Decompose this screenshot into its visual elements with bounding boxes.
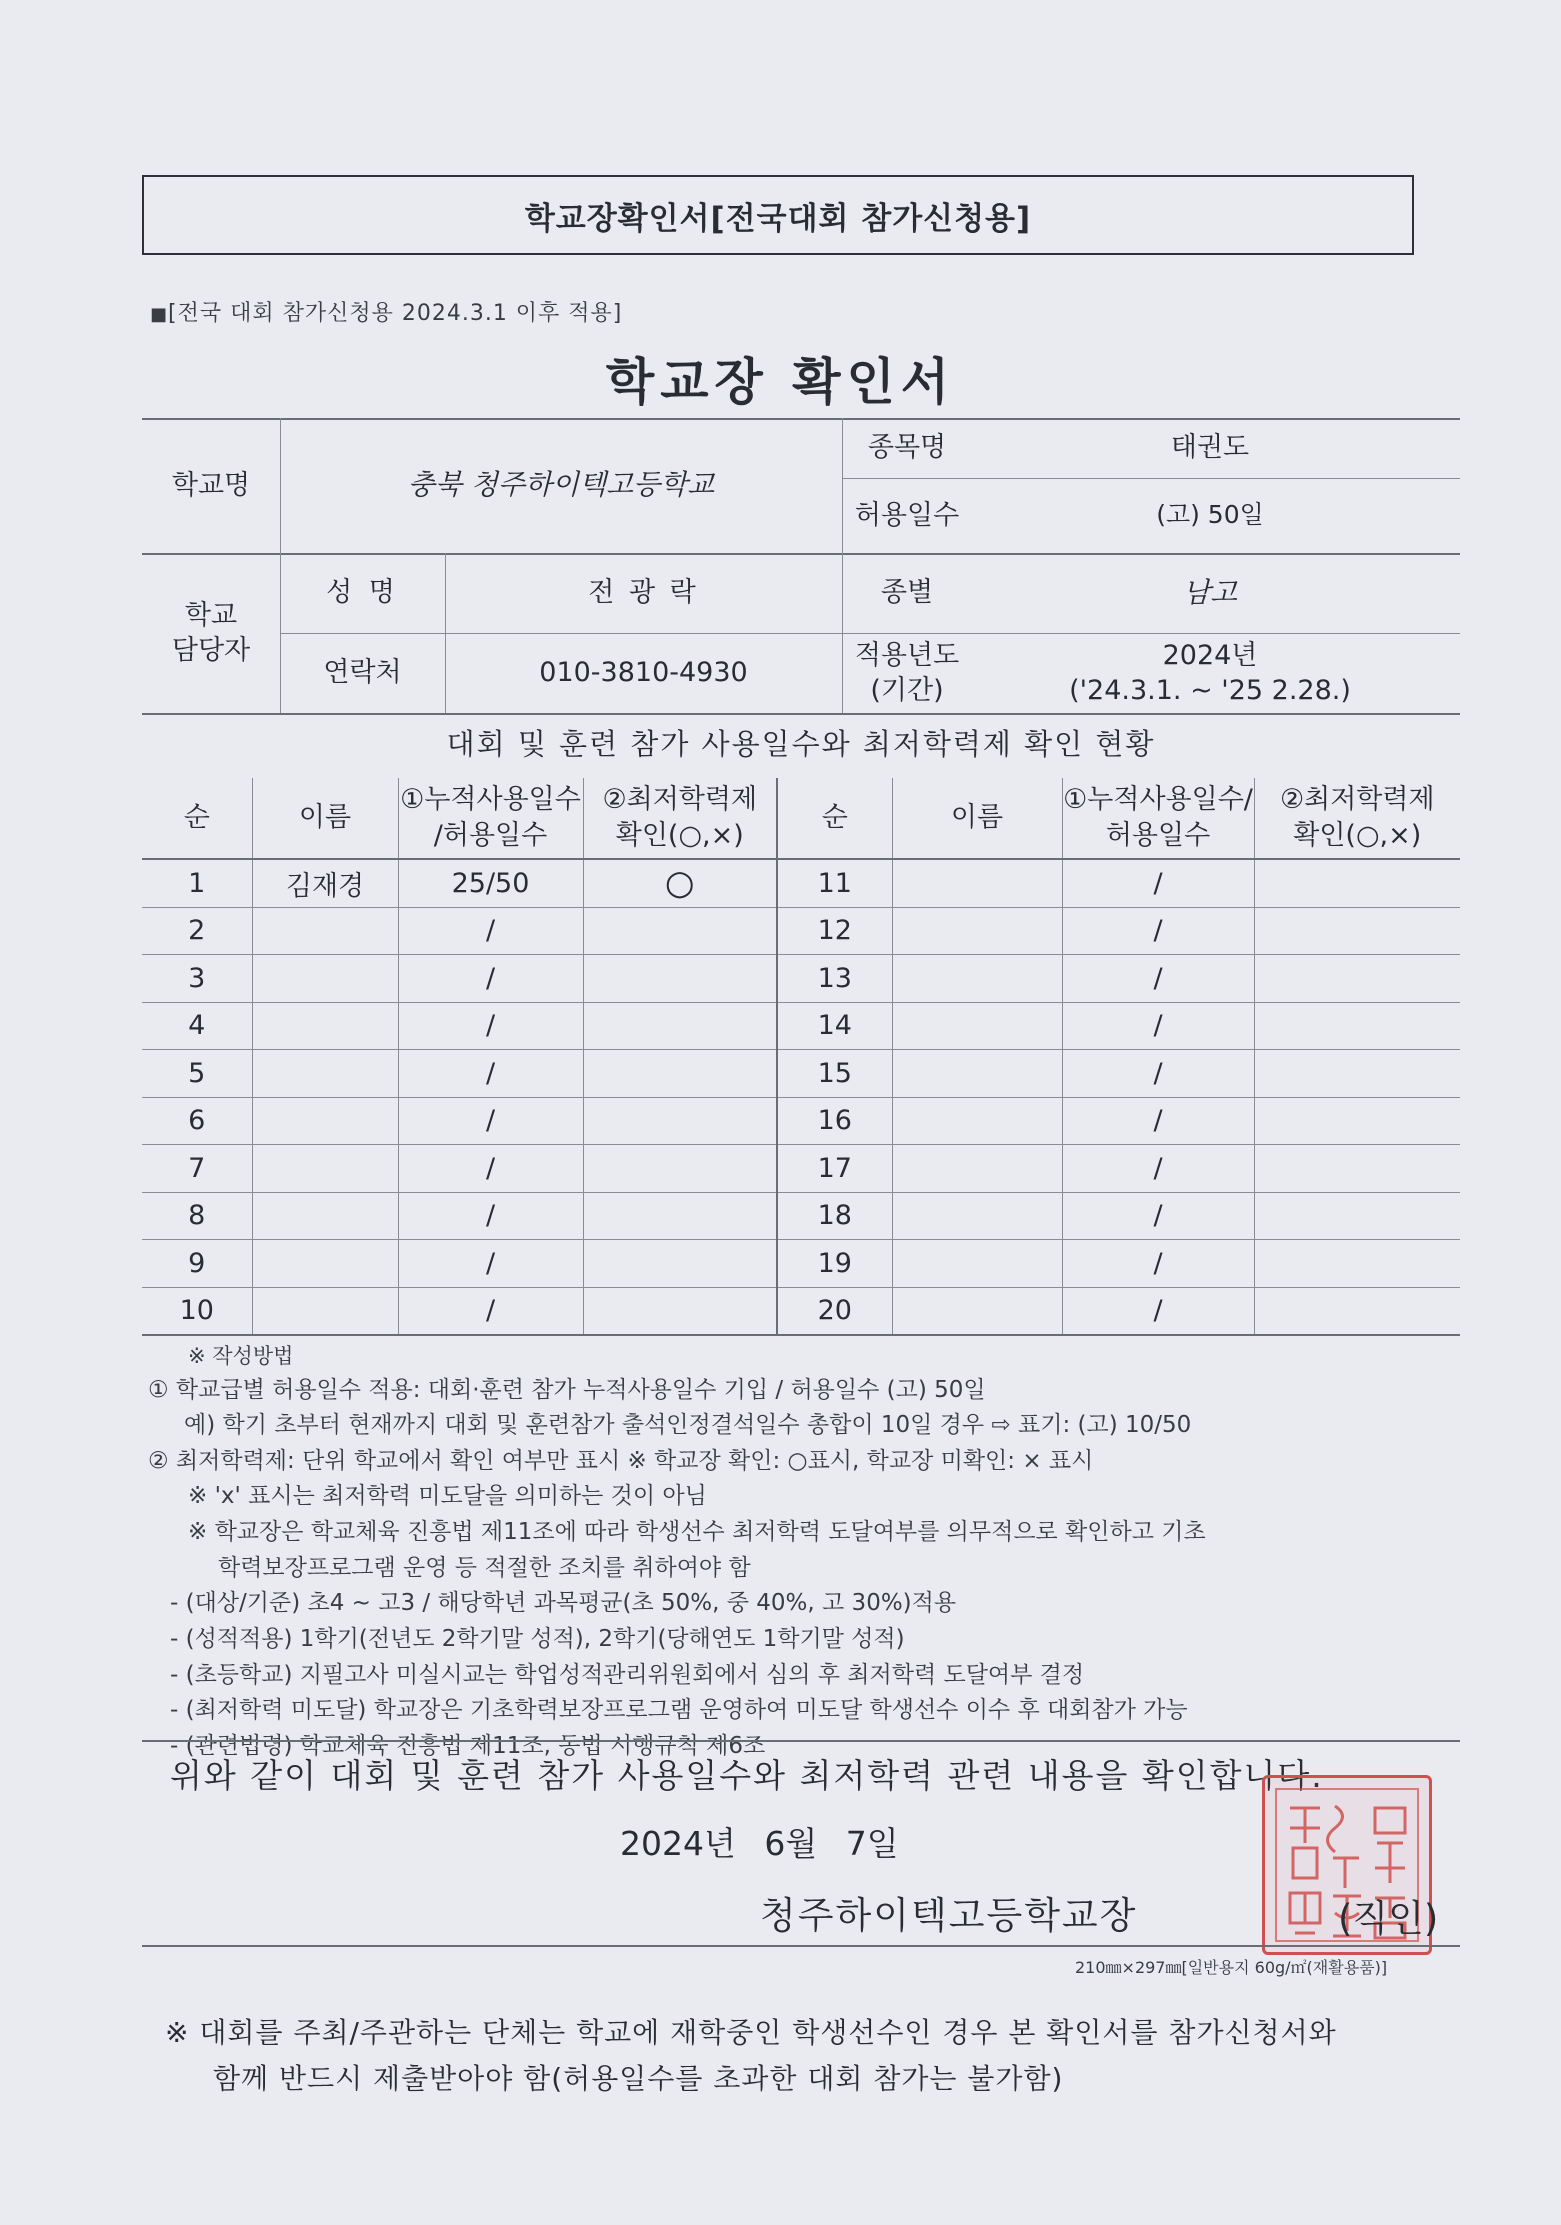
row-name xyxy=(252,1050,398,1098)
table-row xyxy=(142,1145,1460,1193)
instruction-item: - (관련법령) 학교체육 진흥법 제11조, 동법 시행규칙 제6조 xyxy=(170,1732,766,1759)
table-row xyxy=(142,1050,1460,1098)
row-check xyxy=(583,1145,777,1193)
col-header-check-2-line1: ②최저학력제 xyxy=(1279,783,1435,815)
col-header-name: 이름 xyxy=(252,778,398,859)
row-name xyxy=(252,1287,398,1335)
col-header-no-2: 순 xyxy=(777,778,892,859)
row-no-2: 20 xyxy=(777,1287,892,1335)
paper-spec: 210㎜×297㎜[일반용지 60g/㎡(재활용품)] xyxy=(1075,1958,1388,1977)
instruction-item: - (초등학교) 지필고사 미실시교는 학업성적관리위원회에서 심의 후 최저학력 도달여부 결정 xyxy=(170,1661,1085,1688)
row-days-2: / xyxy=(1062,907,1254,955)
row-no: 10 xyxy=(142,1287,252,1335)
row-check xyxy=(583,1002,777,1050)
col-header-days-2-line1: ①누적사용일수/ xyxy=(1063,783,1253,815)
row-days-2: / xyxy=(1062,1287,1254,1335)
instruction-item: ※ 'x' 표시는 최저학력 미도달을 의미하는 것이 아님 xyxy=(188,1483,707,1510)
event-value: 태권도 xyxy=(1170,432,1250,464)
row-check xyxy=(583,955,777,1003)
instruction-item: ② 최저학력제: 단위 학교에서 확인 여부만 표시 ※ 학교장 확인: ○표시, 학교장 미확인: × 표시 xyxy=(148,1447,1094,1474)
type-label: 종별 xyxy=(880,577,934,609)
row-no-2: 18 xyxy=(777,1192,892,1240)
table-row xyxy=(142,907,1460,955)
row-days-2: / xyxy=(1062,1002,1254,1050)
row-name: 김재경 xyxy=(252,859,398,907)
row-name-2 xyxy=(892,1240,1062,1288)
name-label: 성 명 xyxy=(326,577,399,609)
year-label-line2: (기간) xyxy=(870,675,944,706)
row-days: / xyxy=(398,1002,583,1050)
row-check-2 xyxy=(1254,1240,1460,1288)
row-days: / xyxy=(398,1145,583,1193)
row-check-2 xyxy=(1254,955,1460,1003)
info-bottom-border xyxy=(142,713,1460,715)
instructions xyxy=(148,1340,1468,1765)
table-row xyxy=(142,1002,1460,1050)
row-check-2 xyxy=(1254,859,1460,907)
table-row xyxy=(142,1097,1460,1145)
table-header-row xyxy=(142,778,1460,859)
manager-label xyxy=(142,553,280,713)
table-row xyxy=(142,1192,1460,1240)
row-name-2 xyxy=(892,1287,1062,1335)
row-check-2 xyxy=(1254,907,1460,955)
row-days: / xyxy=(398,907,583,955)
row-days-2: / xyxy=(1062,955,1254,1003)
instruction-item: - (대상/기준) 초4 ~ 고3 / 해당학년 과목평균(초 50%, 중 40%, 고 30%)적용 xyxy=(170,1590,957,1617)
row-check xyxy=(583,1287,777,1335)
row-no: 8 xyxy=(142,1192,252,1240)
applicability-text: [전국 대회 참가신청용 2024.3.1 이후 적용] xyxy=(168,301,623,326)
row-no-2: 13 xyxy=(777,955,892,1003)
row-check: ○ xyxy=(583,859,777,907)
row-no: 6 xyxy=(142,1097,252,1145)
row-no-2: 15 xyxy=(777,1050,892,1098)
row-check xyxy=(583,1240,777,1288)
col-header-check-2-line2: 확인(○,×) xyxy=(1293,820,1422,851)
school-name: 충북 청주하이텍고등학교 xyxy=(407,468,715,502)
row-name xyxy=(252,1240,398,1288)
row-name-2 xyxy=(892,859,1062,907)
event-label: 종목명 xyxy=(867,432,947,464)
contact-label: 연락처 xyxy=(323,657,402,689)
row-no-2: 12 xyxy=(777,907,892,955)
header-title: 학교장확인서[전국대회 참가신청용] xyxy=(142,175,1414,255)
row-days-2: / xyxy=(1062,1050,1254,1098)
instruction-item: 예) 학기 초부터 현재까지 대회 및 훈련참가 출석인정결석일수 총합이 10일 경우 ⇨ 표기: (고) 10/50 xyxy=(184,1412,1192,1439)
row-check xyxy=(583,1192,777,1240)
row-name-2 xyxy=(892,907,1062,955)
type-value: 남고 xyxy=(1182,575,1238,609)
row-no: 7 xyxy=(142,1145,252,1193)
row-no: 1 xyxy=(142,859,252,907)
allowed-days-value: (고) 50일 xyxy=(1156,500,1264,530)
row-name xyxy=(252,955,398,1003)
col-header-check xyxy=(583,778,777,859)
contact-value: 010-3810-4930 xyxy=(539,657,748,689)
manager-label-line1: 학교 xyxy=(184,599,238,631)
row-name-2 xyxy=(892,1192,1062,1240)
row-check-2 xyxy=(1254,1287,1460,1335)
square-bullet-icon: ■ xyxy=(150,304,169,325)
section-title: 대회 및 훈련 참가 사용일수와 최저학력제 확인 현황 xyxy=(446,727,1156,761)
manager-name: 전 광 락 xyxy=(588,577,699,609)
col-header-days-line2: /허용일수 xyxy=(433,820,548,851)
row-name-2 xyxy=(892,1145,1062,1193)
row-name xyxy=(252,907,398,955)
row-check-2 xyxy=(1254,1145,1460,1193)
year-label-line1: 적용년도 xyxy=(854,639,960,671)
row-name-2 xyxy=(892,1097,1062,1145)
row-days: / xyxy=(398,1240,583,1288)
instruction-item: - (성적적용) 1학기(전년도 2학기말 성적), 2학기(당해연도 1학기말 성적) xyxy=(170,1626,905,1653)
row-no: 5 xyxy=(142,1050,252,1098)
instruction-item: - (최저학력 미도달) 학교장은 기초학력보장프로그램 운영하여 미도달 학생선수 이수 후 대회참가 가능 xyxy=(170,1697,1188,1724)
row-no-2: 17 xyxy=(777,1145,892,1193)
row-days: / xyxy=(398,1192,583,1240)
col-header-no: 순 xyxy=(142,778,252,859)
manager-label-line2: 담당자 xyxy=(171,635,251,666)
row-days-2: / xyxy=(1062,1192,1254,1240)
row-days-2: / xyxy=(1062,1145,1254,1193)
row-check xyxy=(583,1050,777,1098)
row-no: 3 xyxy=(142,955,252,1003)
row-no-2: 16 xyxy=(777,1097,892,1145)
issue-date: 2024년 6월 7일 xyxy=(620,1824,899,1863)
row-check-2 xyxy=(1254,1002,1460,1050)
col-header-days xyxy=(398,778,583,859)
row-days-2: / xyxy=(1062,1240,1254,1288)
footer-line: 함께 반드시 제출받아야 함(허용일수를 초과한 대회 참가는 불가함) xyxy=(213,2062,1064,2096)
col-header-days-2 xyxy=(1062,778,1254,859)
row-no-2: 14 xyxy=(777,1002,892,1050)
row-days-2: / xyxy=(1062,859,1254,907)
page-title: 학교장 확인서 xyxy=(605,353,956,411)
participation-table xyxy=(142,778,1460,1336)
row-name xyxy=(252,1097,398,1145)
col-header-check-line1: ②최저학력제 xyxy=(602,783,758,815)
row-days: / xyxy=(398,1287,583,1335)
table-row xyxy=(142,955,1460,1003)
row-check xyxy=(583,907,777,955)
year-value-line1: 2024년 xyxy=(1162,639,1258,671)
col-header-days-2-line2: 허용일수 xyxy=(1105,820,1211,851)
row-name-2 xyxy=(892,1002,1062,1050)
row-no: 9 xyxy=(142,1240,252,1288)
row-check-2 xyxy=(1254,1192,1460,1240)
row-name-2 xyxy=(892,955,1062,1003)
row-no-2: 11 xyxy=(777,859,892,907)
row-days: 25/50 xyxy=(398,859,583,907)
signature-bottom-border xyxy=(142,1945,1460,1947)
row-days: / xyxy=(398,1050,583,1098)
confirm-top-border xyxy=(142,1740,1460,1742)
table-row xyxy=(142,1240,1460,1288)
instruction-item: ① 학교급별 허용일수 적용: 대회·훈련 참가 누적사용일수 기입 / 허용일수 (고) 50일 xyxy=(148,1376,986,1403)
info-col-divider xyxy=(985,418,986,713)
instruction-item: ※ 학교장은 학교체육 진흥법 제11조에 따라 학생선수 최저학력 도달여부를 의무적으로 확인하고 기초 xyxy=(188,1519,1206,1546)
col-header-check-2 xyxy=(1254,778,1460,859)
row-no: 2 xyxy=(142,907,252,955)
row-check-2 xyxy=(1254,1097,1460,1145)
principal-name: 청주하이텍고등학교장 xyxy=(760,1894,1138,1937)
year-value xyxy=(1000,633,1420,713)
instruction-item: 학력보장프로그램 운영 등 적절한 조치를 취하여야 함 xyxy=(218,1554,751,1581)
col-header-check-line2: 확인(○,×) xyxy=(615,820,744,851)
seal-label: (직인) xyxy=(1338,1897,1439,1940)
row-no-2: 19 xyxy=(777,1240,892,1288)
year-value-line2: ('24.3.1. ~ '25 2.28.) xyxy=(1069,675,1351,706)
row-check xyxy=(583,1097,777,1145)
row-name xyxy=(252,1002,398,1050)
row-days: / xyxy=(398,1097,583,1145)
confirmation-statement: 위와 같이 대회 및 훈련 참가 사용일수와 최저학력 관련 내용을 확인합니다. xyxy=(170,1756,1324,1795)
applicability-note xyxy=(150,296,622,327)
col-header-name-2: 이름 xyxy=(892,778,1062,859)
row-name xyxy=(252,1145,398,1193)
row-days: / xyxy=(398,955,583,1003)
allowed-days-label: 허용일수 xyxy=(854,499,960,531)
row-days-2: / xyxy=(1062,1097,1254,1145)
row-name xyxy=(252,1192,398,1240)
footer-notice xyxy=(165,2010,1337,2102)
table-row xyxy=(142,1287,1460,1335)
instructions-heading: ※ 작성방법 xyxy=(188,1344,294,1368)
footer-line: ※ 대회를 주최/주관하는 단체는 학교에 재학중인 학생선수인 경우 본 확인서를 참가신청서와 xyxy=(165,2016,1337,2049)
table-row xyxy=(142,859,1460,907)
row-no: 4 xyxy=(142,1002,252,1050)
year-label xyxy=(842,633,972,713)
school-label: 학교명 xyxy=(171,469,251,501)
row-name-2 xyxy=(892,1050,1062,1098)
col-header-days-line1: ①누적사용일수 xyxy=(400,783,581,815)
row-check-2 xyxy=(1254,1050,1460,1098)
